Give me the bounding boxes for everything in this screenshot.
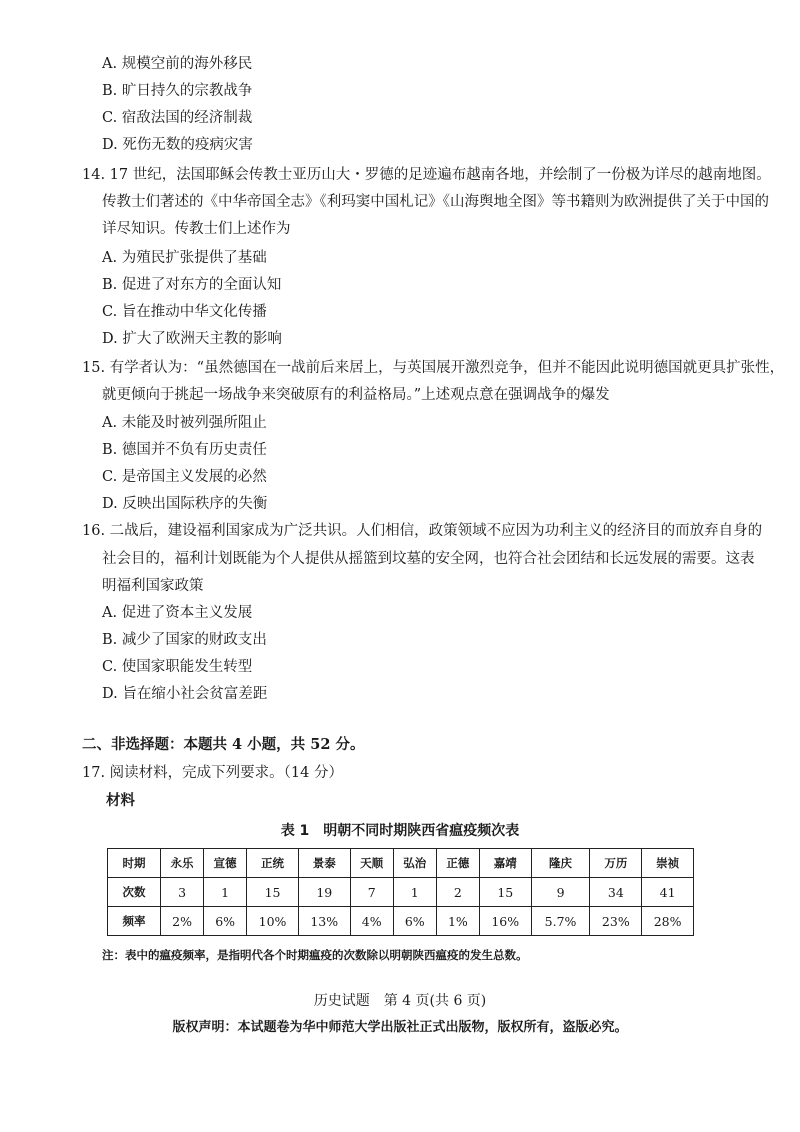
q16-stem-line-2: 社会目的，福利计划既能为个人提供从摇篮到坟墓的安全网，也符合社会团结和长远发展的需要。这表: [102, 551, 755, 567]
table-note: 注：表中的瘟疫频率，是指明代各个时期瘟疫的次数除以明朝陕西瘟疫的发生总数。: [102, 948, 528, 962]
plague-frequency-table: [107, 848, 694, 936]
q16-stem-line-1: 16. 二战后，建设福利国家成为广泛共识。人们相信，政策领域不应因为功利主义的经济目的而放弃自身的: [82, 523, 763, 539]
q14-option-b: B. 促进了对东方的全面认知: [102, 277, 282, 293]
table-row-periods: [108, 849, 694, 878]
table-cell: 9: [531, 878, 590, 907]
q14-option-d: D. 扩大了欧洲天主教的影响: [102, 331, 282, 347]
copyright-notice: 版权声明：本试题卷为华中师范大学出版社正式出版物，版权所有，盗版必究。: [172, 1020, 628, 1035]
table-cell: 15: [247, 878, 299, 907]
table-cell: 宣德: [204, 849, 247, 878]
q15-stem-line-2: 就更倾向于挑起一场战争来突破原有的利益格局。”上述观点意在强调战争的爆发: [102, 387, 610, 403]
table-cell: 2%: [161, 907, 204, 936]
q14-stem-line-2: 传教士们著述的《中华帝国全志》《利玛窦中国札记》《山海舆地全图》等书籍则为欧洲提供了关于中国的: [102, 194, 769, 210]
table-cell: 天顺: [350, 849, 393, 878]
table-cell: 19: [298, 878, 350, 907]
q13-option-a: A. 规模空前的海外移民: [102, 56, 253, 72]
table-row-frequency: [108, 907, 694, 936]
table-cell: 崇祯: [642, 849, 694, 878]
table-cell: 景泰: [298, 849, 350, 878]
table-cell: 嘉靖: [479, 849, 531, 878]
q16-option-b: B. 减少了国家的财政支出: [102, 632, 267, 648]
table-row-counts: [108, 878, 694, 907]
q14-stem-line-1: 14. 17 世纪，法国耶稣会传教士亚历山大・罗德的足迹遍布越南各地，并绘制了一份极为详尽的越南地图。: [82, 167, 771, 183]
table-cell: 6%: [393, 907, 436, 936]
table-cell: 正统: [247, 849, 299, 878]
q14-option-a: A. 为殖民扩张提供了基础: [102, 250, 267, 266]
table-cell: 23%: [590, 907, 642, 936]
q13-option-c: C. 宿敌法国的经济制裁: [102, 110, 253, 126]
table-cell: 16%: [479, 907, 531, 936]
q16-stem-line-3: 明福利国家政策: [102, 578, 204, 594]
table-cell: 13%: [298, 907, 350, 936]
table-cell: 6%: [204, 907, 247, 936]
table-cell: 万历: [590, 849, 642, 878]
material-label: 材料: [106, 792, 135, 809]
q15-option-c: C. 是帝国主义发展的必然: [102, 469, 267, 485]
q14-stem-line-3: 详尽知识。传教士们上述作为: [102, 221, 291, 237]
q14-option-c: C. 旨在推动中华文化传播: [102, 304, 267, 320]
table-cell: 1: [393, 878, 436, 907]
table-row-label: 次数: [108, 878, 161, 907]
q15-option-a: A. 未能及时被列强所阻止: [102, 415, 267, 431]
table-row-label: 频率: [108, 907, 161, 936]
table-cell: 34: [590, 878, 642, 907]
table-cell: 5.7%: [531, 907, 590, 936]
q15-option-d: D. 反映出国际秩序的失衡: [102, 496, 268, 512]
q16-option-c: C. 使国家职能发生转型: [102, 659, 253, 675]
q15-stem-line-1: 15. 有学者认为：“虽然德国在一战前后来居上，与英国展开激烈竞争，但并不能因此说明德国就更具扩张性，: [82, 360, 785, 376]
q15-option-b: B. 德国并不负有历史责任: [102, 442, 267, 458]
table-cell: 41: [642, 878, 694, 907]
table-cell: 永乐: [161, 849, 204, 878]
q16-option-a: A. 促进了资本主义发展: [102, 605, 253, 621]
q16-option-d: D. 旨在缩小社会贫富差距: [102, 686, 268, 702]
table-row-label: 时期: [108, 849, 161, 878]
table-cell: 隆庆: [531, 849, 590, 878]
q13-option-b: B. 旷日持久的宗教战争: [102, 83, 253, 99]
q17-stem: 17. 阅读材料，完成下列要求。（14 分）: [82, 765, 343, 781]
section-2-title: 二、非选择题：本题共 4 小题，共 52 分。: [82, 736, 365, 753]
table-cell: 1%: [436, 907, 479, 936]
page-footer: 历史试题 第 4 页(共 6 页): [313, 993, 487, 1009]
table-cell: 28%: [642, 907, 694, 936]
q13-option-d: D. 死伤无数的疫病灾害: [102, 137, 253, 153]
table-cell: 7: [350, 878, 393, 907]
table-caption: 表 1 明朝不同时期陕西省瘟疫频次表: [280, 823, 520, 839]
table-cell: 15: [479, 878, 531, 907]
table-cell: 正德: [436, 849, 479, 878]
table-cell: 1: [204, 878, 247, 907]
table-cell: 2: [436, 878, 479, 907]
table-cell: 4%: [350, 907, 393, 936]
table-cell: 3: [161, 878, 204, 907]
table-cell: 弘治: [393, 849, 436, 878]
table-cell: 10%: [247, 907, 299, 936]
